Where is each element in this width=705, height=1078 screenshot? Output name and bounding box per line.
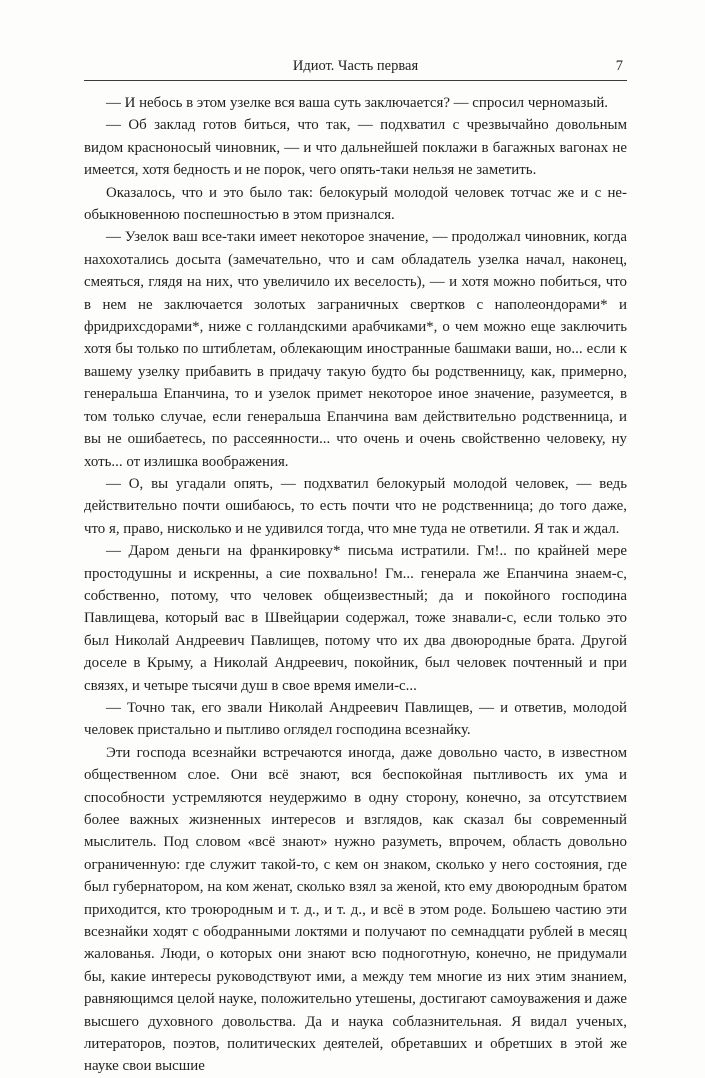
paragraph: — Даром деньги на франкировку* письма истратили. Гм!.. по крайней мере простодушны и искренны, а сие похвально! Гм... генерала же Епанчина знаем-с, собственно, потому, что человек общеизвестный; да и покойного господина Павлищева, который вас в Швейцарии содержал, тоже знавали-с, если только это был Николай Андреевич Павлищев, потому что их два двоюродные брата. Другой доселе в Крыму, а Николай Андреевич, покойник, был человек почтенный и при связях, и четыре тысячи душ в свое время имели-с...: [84, 543, 627, 694]
paragraph: Оказалось, что и это было так: белокурый молодой человек тотчас же и с необыкновенною поспешностью в этом признался.: [84, 184, 627, 224]
paragraph: Эти господа всезнайки встречаются иногда, даже довольно часто, в известном общественном слое. Они всё знают, вся беспокойная пытливость их ума и способности устремляются неудержимо в одну сторону, конечно, за отсутствием более важных жизненных интересов и взглядов, как сказал бы современный мыслитель. Под словом «всё знают» нужно разуметь, впрочем, область довольно ограниченную: где служит такой-то, с кем он знаком, сколько у него состояния, где был губернатором, на ком женат, сколько взял за женой, кто ему двоюродным братом приходится, кто троюродным и т. д., и т. д., и всё в этом роде. Большею частию эти всезнайки ходят с ободранными локтями и получают по семнадцати рублей в месяц жалованья. Люди, о которых они знают всю подноготную, конечно, не придумали бы, какие интересы руководствуют ими, а между тем многие из них этим знанием, равняющимся целой науке, положительно утешены, достигают самоуважения и даже высшего духовного довольства. Да и наука соблазнительная. Я видал ученых, литераторов, поэтов, политических деятелей, обретавших и обретших в этой же науке свои высшие: [84, 744, 627, 1075]
page-number: 7: [615, 58, 623, 74]
paragraph: — О, вы угадали опять, — подхватил белокурый молодой человек, — ведь действительно почти ошибаюсь, то есть почти что не родственница; до того даже, что я, право, нисколько и не удивился тогда, что мне туда не ответили. Я так и ждал.: [84, 475, 627, 537]
running-title: Идиот. Часть первая: [292, 58, 419, 74]
paragraph: — Узелок ваш все-таки имеет некоторое значение, — продолжал чиновник, когда нахохотались досыта (замечательно, что и сам обладатель узелка начал, наконец, смеяться, глядя на них, что увеличило их веселость), — и хотя можно побиться, что в нем не заключается золотых заграничных свертков с наполеондорами* и фридрихсдорами*, ниже с голландскими арабчиками*, о чем можно еще заключить хотя бы только по штиблетам, облекающим иностранные башмаки ваши, но... если к вашему узелку прибавить в придачу такую будто бы родственницу, как, примерно, генеральша Епанчина, то и узелок примет некоторое иное значение, разумеется, в том только случае, если генеральша Епанчина вам действительно родственница, и вы не ошибаетесь, по рассеянности... что очень и очень свойственно человеку, ну хоть... от излишка воображения.: [84, 229, 627, 470]
paragraph: — Об заклад готов биться, что так, — подхватил с чрезвычайно довольным видом красноносый чиновник, — и что дальнейшей поклажи в багажных вагонах не имеется, хотя бедность и не порок, чего опять-таки нельзя не заметить.: [84, 117, 627, 179]
page-body: [84, 92, 627, 1078]
paragraph: — Точно так, его звали Николай Андреевич Павлищев, — и ответив, молодой человек пристально и пытливо оглядел господина всезнайку.: [84, 699, 627, 739]
paragraph: — И небось в этом узелке вся ваша суть заключается? — спросил черномазый.: [106, 95, 609, 111]
running-header: [84, 56, 627, 81]
